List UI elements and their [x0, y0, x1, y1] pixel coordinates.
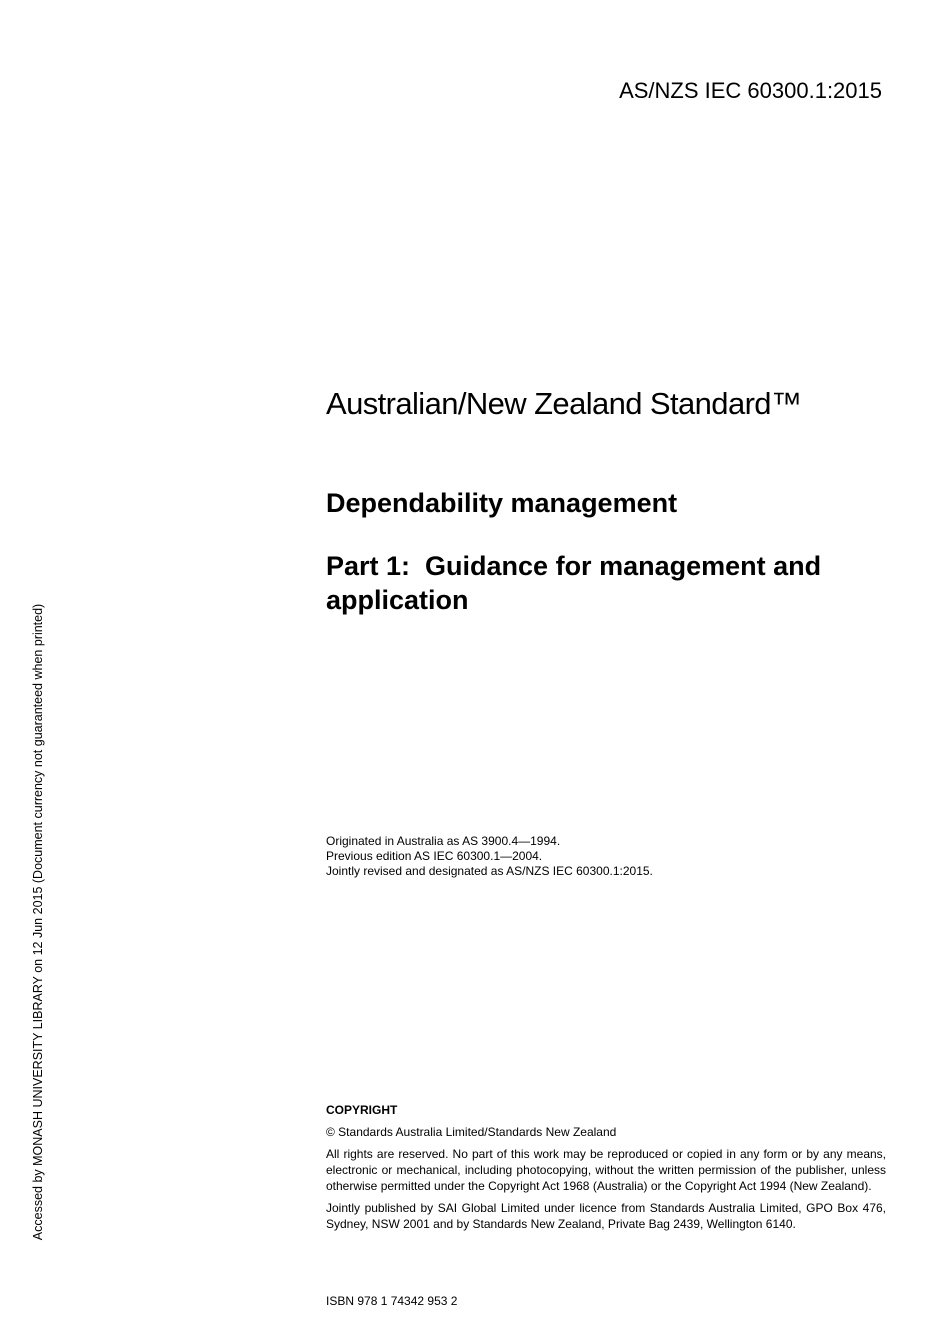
part-number: Part 1: [326, 551, 426, 581]
document-title: Dependability management [326, 488, 678, 518]
copyright-rights: All rights are reserved. No part of this work may be reproduced or copied in any form or by any means, electronic or mechanical, including photocopying, without the written permission of the publisher, unless otherwise permitted under the Copyright Act 1968 (Australia) or the Copyright Act 1994 (New Zealand). [326, 1147, 886, 1193]
history-line: Jointly revised and designated as AS/NZS IEC 60300.1:2015. [326, 864, 653, 878]
part-title [326, 549, 886, 617]
copyright-owner: © Standards Australia Limited/Standards New Zealand [326, 1125, 617, 1139]
standard-label: Australian/New Zealand Standard™ [326, 386, 802, 421]
edition-history [326, 834, 653, 879]
isbn: ISBN 978 1 74342 953 2 [326, 1294, 458, 1308]
copyright-heading: COPYRIGHT [326, 1103, 398, 1117]
history-line: Previous edition AS IEC 60300.1—2004. [326, 849, 543, 863]
copyright-publisher: Jointly published by SAI Global Limited under licence from Standards Australia Limited, GPO Box 476, Sydney, NSW 2001 and by Standards New Zealand, Private Bag 2439, Wellington 6140. [326, 1201, 886, 1231]
part-title-text: Guidance for management and application [326, 551, 822, 615]
history-line: Originated in Australia as AS 3900.4—1994. [326, 834, 561, 848]
access-note-text: Accessed by MONASH UNIVERSITY LIBRARY on 12 Jun 2015 (Document currency not guaranteed when printed) [31, 603, 45, 1241]
document-number: AS/NZS IEC 60300.1:2015 [619, 78, 882, 103]
copyright-block [326, 1102, 886, 1238]
